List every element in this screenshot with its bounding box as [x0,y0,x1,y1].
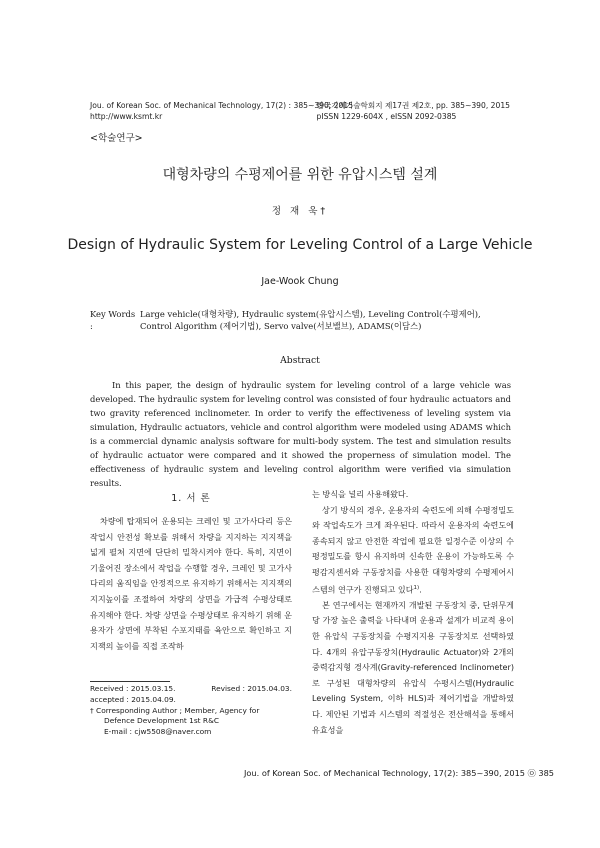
paper-title-korean: 대형차량의 수평제어를 위한 유압시스템 설계 [162,167,438,183]
journal-citation-korean: 한국기계기술학회지 제17권 제2호, pp. 385~390, 2015 [316,101,510,110]
author-korean: 정 재 욱† [271,206,329,217]
intro-paragraph-3: 본 연구에서는 현재까지 개발된 구동장치 중, 단위무게 당 가장 높은 출력을 나타내며 운용과 설계가 비교적 용이한 유압식 구동장치를 수평지지용 구동장치로 선택하였다. 4개의 유압구동장치(Hydraulic Actuator)와 2개의 중력감지형 경사계(Gravity-referenced Inclinometer)로 구성된 대형차량의 유압식 수평시스템(Hydraulic Leveling System, 이하 HLS)과 제어기법을 개발하였다. 제안된 기법과 시스템의 적절성은 전산해석을 통해서 유효성을 [312,599,514,735]
intro-paragraph-continued: 는 방식을 널리 사용해왔다. [312,489,409,499]
received-date: Received : 2015.03.15. [90,684,176,693]
revised-date: Revised : 2015.04.03. [211,684,292,693]
journal-header-right [317,100,510,122]
footnotes [90,684,292,738]
journal-issn: pISSN 1229-604X , eISSN 2092-0385 [316,112,457,121]
footnote-divider [90,681,170,682]
journal-header-left [90,100,353,122]
citation-reference[interactable]: 1) [413,584,420,591]
intro-paragraph-1: 차량에 탑재되어 운용되는 크레인 및 고가사다리 등은 작업시 안전성 확보를 위해서 차량을 지지하는 지지잭을 넓게 펼쳐 지면에 단단히 밀착시켜야 한다. 특히, 지면이 기울어진 장소에서 작업을 수행할 경우, 크레인 및 고가사다리의 움직임을 안정적으로 유지하기 위해서는 지지잭의 지지높이를 조절하여 차량의 상면을 가급적 수평상태로 유지해야 한다. 차량 상면을 수평상태로 유지하기 위해 운용자가 상면에 부착된 수포지태를 육안으로 확인하고 지지잭의 높이를 직접 조작하 [90,516,292,651]
accepted-date: accepted : 2015.04.09. [90,694,176,704]
intro-paragraph-2-end: . [419,584,422,595]
footnote-dates [90,684,292,695]
section-heading-introduction: 1. 서 론 [171,493,211,504]
author-email[interactable]: E-mail : cjw5508@naver.com [104,727,212,737]
keywords-text: Large vehicle(대형차량), Hydraulic system(유압시스템), Leveling Control(수평제어), Control Algorithm (제어기법), Servo valve(서보밸브), ADAMS(이담스) [140,309,481,331]
intro-paragraph-2 [312,503,514,598]
intro-paragraph-2-text: 상기 방식의 경우, 운용자의 숙련도에 의해 수평정밀도와 작업속도가 크게 좌우된다. 따라서 운용자의 숙련도에 종속되지 않고 안전한 작업에 필요한 일정수준 이상의 수평정밀도를 항시 유지하며 신속한 운용이 가능하도록 수평감지센서와 구동장치를 사용한 대형차량의 수평제어시스템의 연구가 진행되고 있다 [312,504,514,595]
keywords-block [90,308,515,332]
corresponding-affiliation: Defence Development 1st R&C [104,716,219,726]
right-column [312,487,514,738]
paper-title-english: Design of Hydraulic System for Leveling Control of a Large Vehicle [67,237,533,253]
section-tag: <학술연구> [90,133,143,144]
page-footer: Jou. of Korean Soc. of Mechanical Technology, 17(2): 385~390, 2015 ㉧ 385 [244,768,555,778]
journal-url[interactable]: http://www.ksmt.kr [90,112,163,121]
journal-citation: Jou. of Korean Soc. of Mechanical Technology, 17(2) : 385~390, 2015 [90,101,354,110]
author-english: Jae-Wook Chung [261,276,339,287]
corresponding-author: † Corresponding Author ; Member, Agency for [90,705,260,715]
keywords-label: Key Words : [90,309,136,331]
left-column [90,514,292,654]
abstract-heading: Abstract [280,355,320,366]
abstract-text: In this paper, the design of hydraulic system for leveling control of a large vehicle was developed. The hydraulic system for leveling control was consisted of four hydraulic actuators and two gravity referenced inclinometer. In order to verify the effectiveness of leveling system via simulation, Hydraulic actuators, vehicle and control algorithm were modeled using ADAMS which is a commercial dynamic analysis software for multi-body system. The test and simulation results of hydraulic actuator were compared and it showed the properness of simulation model. The effectiveness of hydraulic system and leveling control algorithm were verified via simulation results. [90,380,511,488]
